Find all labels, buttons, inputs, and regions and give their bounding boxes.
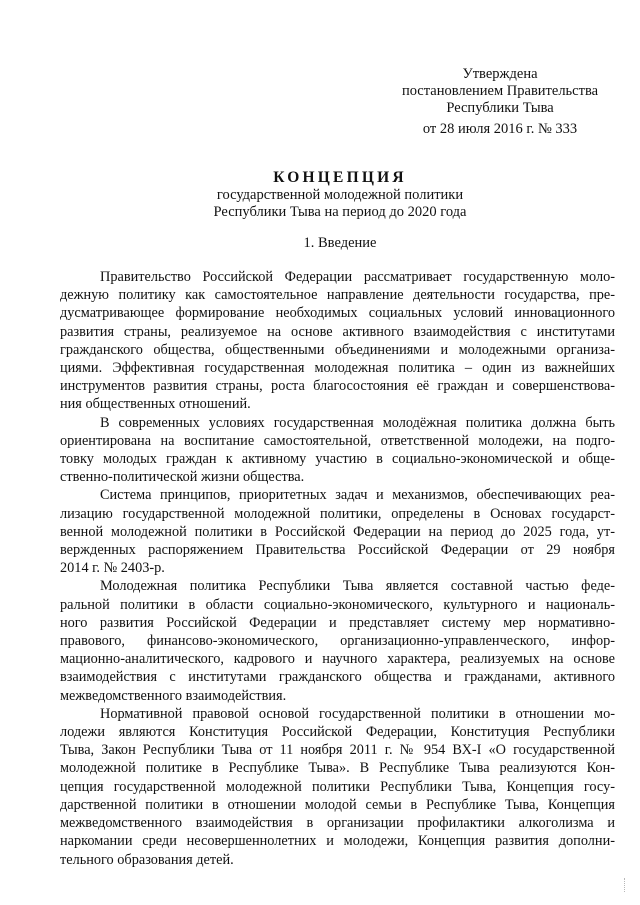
text-line: Правительство Российской Федерации рассматривает государственную моло- [100,269,615,285]
paragraph [60,705,615,869]
approval-date: от 28 июля 2016 г. № 333 [422,121,578,137]
text-line: молодежной политике в Республике Тыва». В Республике Тыва реализуются Кон- [60,760,615,777]
paragraph [60,486,615,577]
text-line: тельного образования детей. [60,851,234,868]
text-line: ственно-политической жизни общества. [60,469,305,486]
text-line: взаимодействия с институтами гражданского общества и гражданами, активного [60,669,615,686]
subtitle-line: государственной молодежной политики [216,187,464,203]
approval-line: постановлением Правительства [401,83,599,99]
text-line: вержденных распоряжением Правительства Российской Федерации от 29 ноября [60,542,615,559]
text-line: Молодежная политика Республики Тыва является составной частью феде- [100,578,615,595]
text-line: лодежи являются Конституция Российской Федерации, Конституция Республики [60,724,615,741]
text-line: гражданского общества, общественными объединениями и молодежными организа- [60,341,615,358]
document-title: КОНЦЕПЦИЯ [273,169,407,186]
text-line: ориентирована на воспитание самостоятельной, ответственной молодежи, на подго- [60,432,615,449]
text-line: правового, финансово-экономического, организационно-управленческого, инфор- [60,633,615,650]
text-line: ния общественных отношений. [60,396,251,413]
document-subtitle [60,187,620,221]
text-line: дусматривающее формирование необходимых социальных условий инновационного [60,305,615,322]
text-line: Нормативной правовой основой государственной политики в отношении мо- [100,705,615,722]
section-heading: 1. Введение [303,235,377,251]
text-line: цепция государственной молодежной политики Республики Тыва, Концепция госу- [60,778,615,795]
subtitle-line: Республики Тыва на период до 2020 года [213,204,467,220]
text-line: дарственной политики в отношении молодой семьи в Республике Тыва, Концепция [60,796,615,813]
text-line: циями. Эффективная государственная молодежная политика – один из важнейших [60,360,615,377]
text-line: ного развития Российской Федерации и представляет систему мер нормативно- [60,614,615,631]
text-line: ральной политики в области социально-экономического, культурного и националь- [60,596,615,613]
approval-line: Республики Тыва [446,100,554,116]
text-line: межведомственного взаимодействия в организации профилактики алкоголизма и [60,815,615,832]
text-line: 2014 г. № 2403-р. [60,560,165,577]
document-title-block [60,168,620,221]
text-line: Система принципов, приоритетных задач и механизмов, обеспечивающих реа- [100,487,615,504]
text-line: лизацию государственной молодежной политики, определены в Основах государст- [60,505,615,522]
approval-line: Утверждена [462,66,538,82]
text-line: В современных условиях государственная молодёжная политика должна быть [100,414,615,431]
paragraph [60,414,615,487]
text-line: Тыва, Закон Республики Тыва от 11 ноября 2011 г. № 954 ВХ-I «О государственной [60,742,615,759]
approval-stamp-block [400,66,600,117]
text-line: мационно-аналитического, кадрового и научного характера, реализуемых на основе [60,651,615,668]
text-line: дежную политику как самостоятельное направление деятельности государства, пре- [60,287,615,304]
scan-edge-mark [624,878,628,892]
text-line: наркомании среди несовершеннолетних и молодежи, Концепция развития дополни- [60,833,615,850]
paragraph [60,268,615,414]
text-line: товку молодых граждан к активному участию в социально-экономической и обще- [60,451,615,468]
text-line: венной молодежной политики в Российской Федерации на период до 2025 года, ут- [60,523,615,540]
text-line: развития страны, реализуемое на основе активного взаимодействия с институтами [60,323,615,340]
text-line: инструментов развития страны, роста благосостояния её граждан и совершенствова- [60,378,615,395]
paragraph [60,577,615,704]
document-body [60,268,615,869]
text-line: межведомственного взаимодействия. [60,687,287,704]
